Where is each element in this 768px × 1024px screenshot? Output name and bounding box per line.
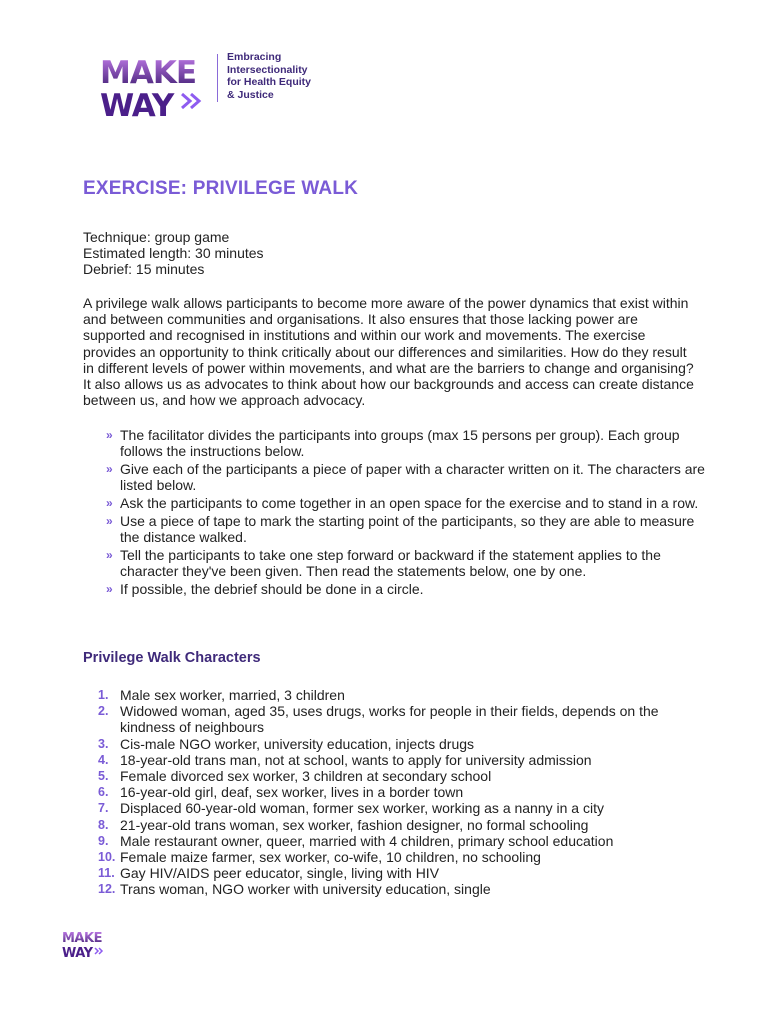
make-way-logo [98,50,210,124]
svg-text:WAY: WAY [62,946,93,961]
character-text: Cis-male NGO worker, university education, injects drugs [120,735,475,752]
item-number: 3. [98,736,109,751]
character-text: Female maize farmer, sex worker, co-wife, 10 children, no schooling [120,849,541,866]
svg-text:MAKE: MAKE [62,931,102,946]
list-item [98,849,698,865]
double-chevron-bullet-icon: » [106,513,113,528]
item-number: 10. [98,850,116,865]
character-text: Male sex worker, married, 3 children [120,687,345,703]
instruction-text: Ask the participants to come together in an open space for the exercise and to stand in a row. [120,495,699,511]
item-number: 5. [98,769,109,784]
item-number: 4. [98,752,109,767]
list-item [106,547,706,579]
character-text: 16-year-old girl, deaf, sex worker, lives in a border town [120,784,464,801]
character-text: Gay HIV/AIDS peer educator, single, living with HIV [120,865,440,882]
list-item [98,800,698,816]
character-text: Male restaurant owner, queer, married with 4 children, primary school education [120,832,614,849]
list-item [98,881,698,897]
exercise-meta [83,230,264,277]
list-item [98,865,698,881]
page-title: EXERCISE: PRIVILEGE WALK [83,178,359,199]
double-chevron-bullet-icon: » [106,496,113,510]
tagline-line: for Health Equity [227,76,312,89]
characters-list [98,687,698,898]
list-item [98,736,698,752]
tagline-line: Intersectionality [227,63,308,76]
double-chevron-bullet-icon: » [106,428,113,442]
character-text: 18-year-old trans man, not at school, wants to apply for university admission [120,751,592,768]
characters-heading: Privilege Walk Characters [83,650,261,666]
list-item [106,427,706,459]
item-number: 12. [98,882,116,897]
character-text: Widowed woman, aged 35, uses drugs, works for people in their fields, depends on the kindness of neighbours [120,703,659,736]
list-item [106,495,706,511]
character-text: Displaced 60-year-old woman, former sex worker, working as a nanny in a city [120,800,604,817]
logo-tagline [227,51,347,101]
character-text: 21-year-old trans woman, sex worker, fashion designer, no formal schooling [120,816,589,833]
instruction-text: Use a piece of tape to mark the starting point of the participants, so they are able to measure the distance walked. [120,512,695,545]
character-text: Trans woman, NGO worker with university education, single [120,881,491,898]
list-item [98,784,698,800]
item-number: 9. [98,833,109,848]
double-chevron-bullet-icon: » [106,581,113,596]
character-text: Female divorced sex worker, 3 children at secondary school [120,768,492,785]
list-item [106,461,706,493]
tagline-line: Embracing [227,51,282,63]
list-item [98,752,698,768]
item-number: 6. [98,785,109,800]
list-item [106,581,706,597]
list-item [98,817,698,833]
item-number: 1. [98,688,109,702]
svg-text:MAKE: MAKE [100,55,197,91]
instruction-text: The facilitator divides the participants into groups (max 15 persons per group). Each group follows the instructions below. [120,427,680,460]
list-item [98,687,698,703]
tagline-line: & Justice [227,88,274,101]
instruction-list [106,427,706,599]
list-item [106,513,706,545]
item-number: 2. [98,704,109,719]
instruction-text: Tell the participants to take one step forward or backward if the statement applies to the character they've been given. Then read the statements below, one by one. [120,546,661,579]
list-item [98,768,698,784]
debrief-text: Debrief: 15 minutes [83,260,205,277]
logo-divider [217,54,218,102]
double-chevron-bullet-icon: » [106,462,113,476]
instruction-text: If possible, the debrief should be done in a circle. [120,580,424,597]
list-item [98,833,698,849]
item-number: 8. [98,817,109,832]
item-number: 11. [98,866,115,881]
svg-text:WAY: WAY [100,88,174,124]
make-way-logo-small-icon [62,928,106,962]
double-chevron-bullet-icon: » [106,547,113,562]
technique-text: Technique: group game [83,229,230,245]
length-text: Estimated length: 30 minutes [83,244,264,261]
instruction-text: Give each of the participants a piece of paper with a character written on it. The characters are listed below. [120,461,705,494]
list-item [98,703,698,735]
intro-paragraph: A privilege walk allows participants to become more aware of the power dynamics that exist within and between communities and organisations. It also ensures that those lacking power are supported and recognised in institutions and within our work and movements. The exercise provides an opportunity to think critically about our differences and similarities. How do they result in different levels of power within movements, and what are the barriers to change and organising? It also allows us as advocates to think about how our backgrounds and access can create distance between us, and how we approach advocacy. [83,295,694,409]
item-number: 7. [98,801,109,816]
